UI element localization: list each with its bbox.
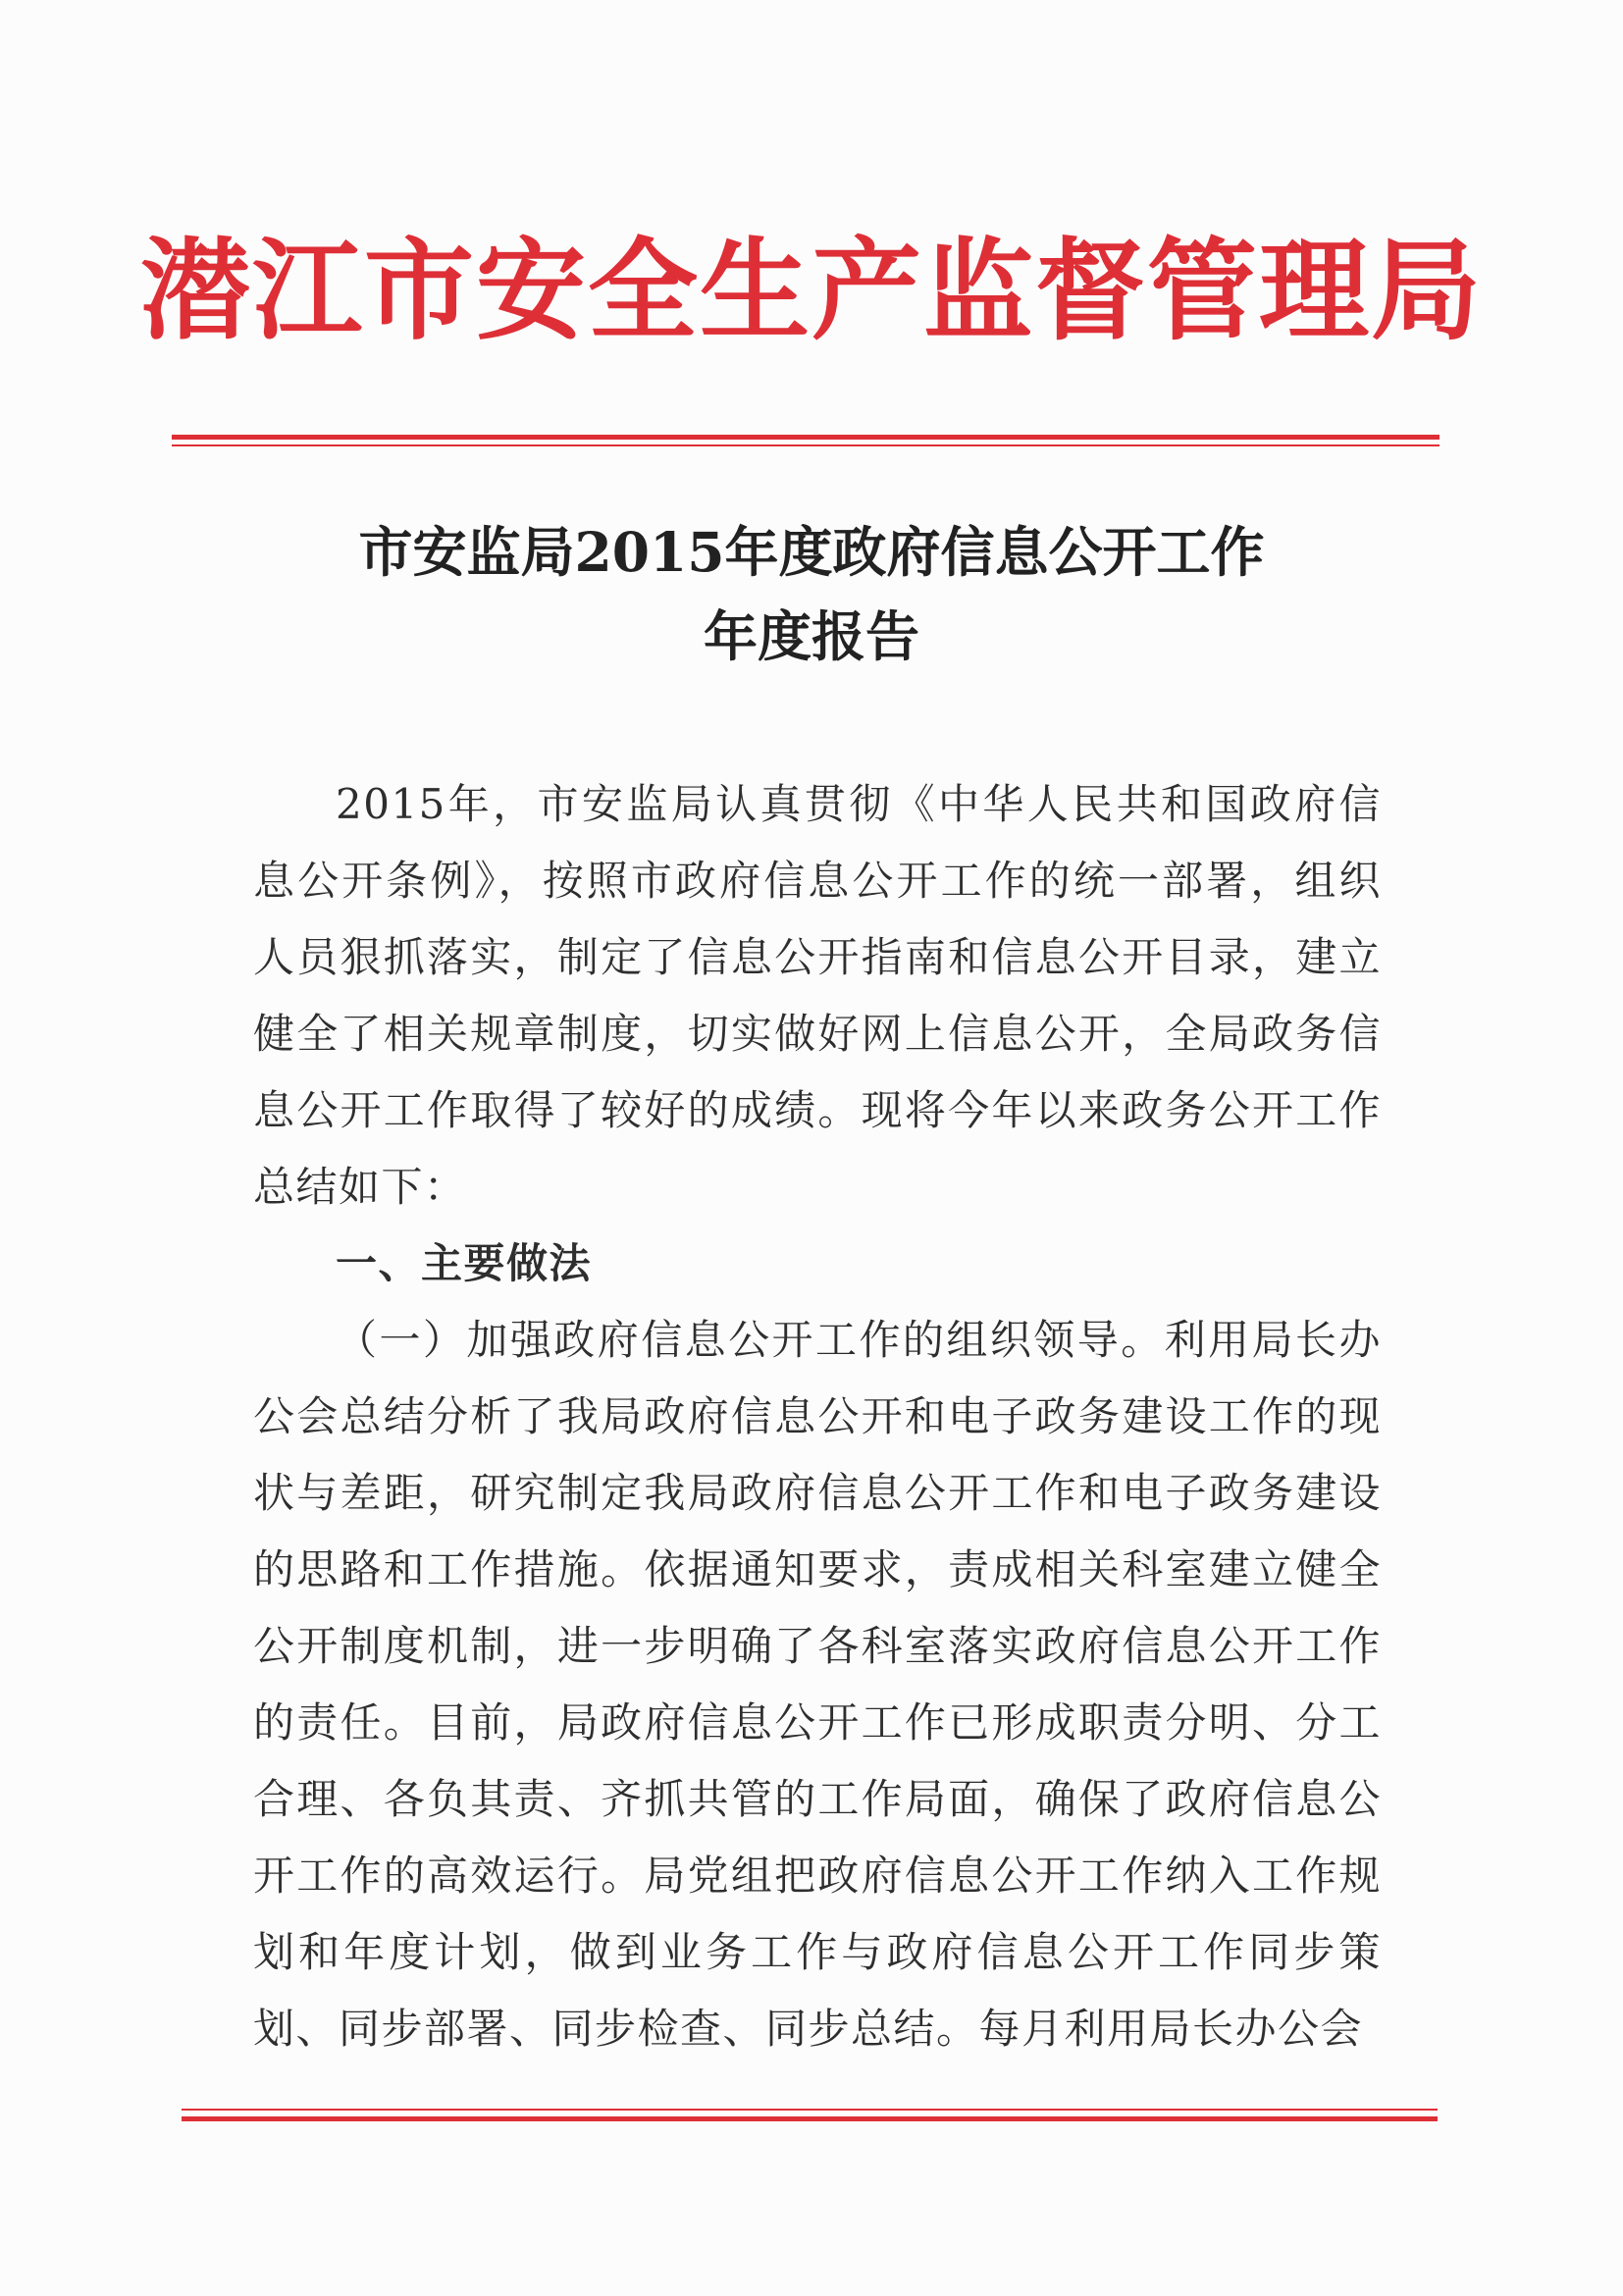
footer-rule-thin xyxy=(182,2109,1438,2111)
intro-paragraph: 2015年，市安监局认真贯彻《中华人民共和国政府信息公开条例》，按照市政府信息公开工作的统一部署，组织人员狠抓落实，制定了信息公开指南和信息公开目录，建立健全了相关规章制度，切实做好网上信息公开，全局政务信息公开工作取得了较好的成绩。现将今年以来政务公开工作总结如下： xyxy=(253,780,1382,1211)
masthead-org-name: 潜江市安全生产监督管理局 xyxy=(140,228,1483,355)
report-title-line2: 年度报告 xyxy=(703,604,919,668)
body-paragraph-1: （一）加强政府信息公开工作的组织领导。利用局长办公会总结分析了我局政府信息公开和电子政务建设工作的现状与差距，研究制定我局政府信息公开工作和电子政务建设的思路和工作措施。依据通知要求，责成相关科室建立健全公开制度机制，进一步明确了各科室落实政府信息公开工作的责任。目前，局政府信息公开工作已形成职责分明、分工合理、各负其责、齐抓共管的工作局面，确保了政府信息公开工作的高效运行。局党组把政府信息公开工作纳入工作规划和年度计划，做到业务工作与政府信息公开工作同步策划、同步部署、同步检查、同步总结。每月利用局长办公会 xyxy=(253,1316,1382,2053)
masthead-rule-thick xyxy=(172,435,1440,440)
footer-rule-thick xyxy=(182,2116,1438,2121)
masthead-rule-thin xyxy=(172,444,1440,446)
section-heading-main-practices: 一、主要做法 xyxy=(336,1239,593,1287)
report-title-line1: 市安监局2015年度政府信息公开工作 xyxy=(358,520,1265,584)
report-body xyxy=(253,766,1382,2067)
